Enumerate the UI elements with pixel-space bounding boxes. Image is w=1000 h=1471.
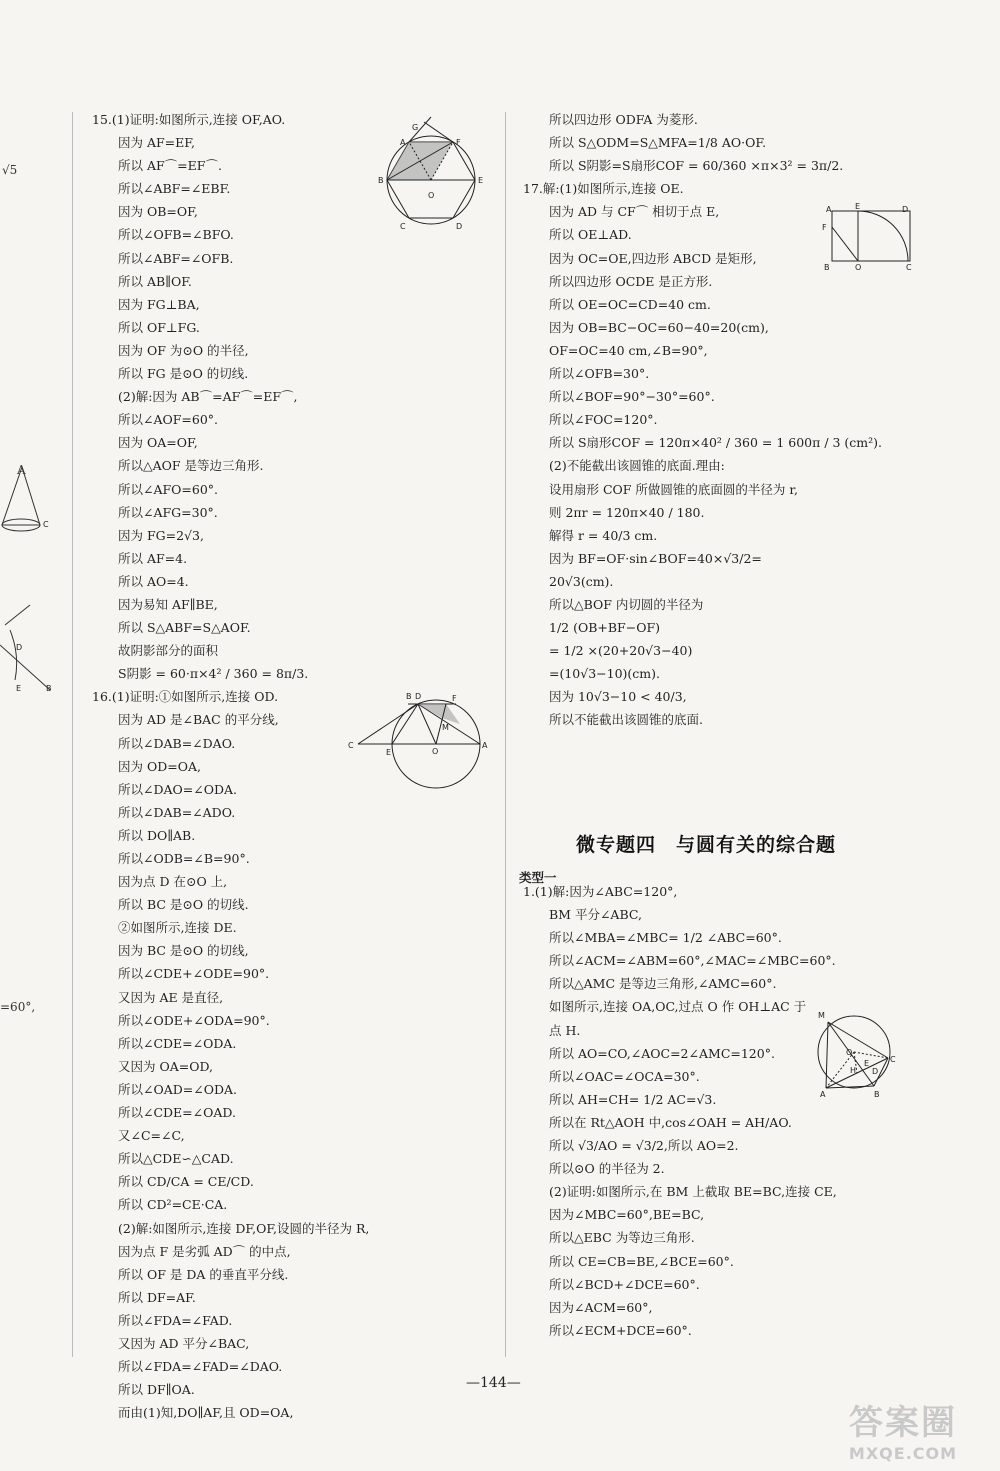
figure-label: F (456, 138, 461, 147)
edge-figure-cone (0, 455, 65, 695)
text-line: 所以∠ABF=∠OFB. (118, 250, 234, 266)
figure-label: D (456, 222, 463, 231)
text-line: 如图所示,连接 OA,OC,过点 O 作 OH⊥AC 于 (549, 999, 807, 1015)
text-line: 所以△EBC 为等边三角形. (549, 1230, 695, 1246)
text-line: (2)证明:如图所示,在 BM 上截取 BE=BC,连接 CE, (549, 1184, 837, 1200)
text-line: 所以⊙O 的半径为 2. (549, 1161, 665, 1177)
text-line: 所以∠FDA=∠FAD=∠DAO. (118, 1359, 283, 1375)
text-line: 故阴影部分的面积 (118, 643, 219, 659)
text-line: 所以∠FOC=120°. (549, 412, 658, 428)
text-line: 因为 OA=OF, (118, 435, 198, 451)
text-line: 解得 r = 40/3 cm. (549, 527, 658, 543)
figure-label: E (478, 176, 484, 185)
figure-label: O (432, 747, 439, 756)
text-line: 又∠C=∠C, (118, 1128, 185, 1144)
figure-15-circle-hexagon (376, 112, 486, 234)
edge-fragment: A (17, 463, 26, 477)
figure-label: M (442, 723, 449, 732)
column-divider-left (72, 112, 73, 1357)
right-column (523, 108, 923, 732)
text-line: 因为 AD 是∠BAC 的平分线, (118, 712, 279, 728)
text-line: 所以四边形 OCDE 是正方形. (549, 273, 713, 289)
text-line: 所以 CD/CA = CE/CD. (118, 1174, 254, 1190)
figure-label: C (906, 263, 912, 272)
edge-fragment: √5 (2, 163, 18, 177)
text-line: 因为∠MBC=60°,BE=BC, (549, 1207, 705, 1223)
text-line: 所以△BOF 内切圆的半径为 (549, 596, 704, 612)
figure-label: C (890, 1055, 896, 1064)
text-line: 因为 OD=OA, (118, 758, 201, 774)
text-line: (2)解:如图所示,连接 DF,OF,设圆的半径为 R, (118, 1220, 370, 1236)
text-line: = 1/2 ×(20+20√3−40) (549, 643, 693, 659)
figure-label: E (386, 748, 392, 757)
text-line: 所以 AB∥OF. (118, 273, 192, 289)
text-line: 所以 AF=4. (118, 550, 188, 566)
text-line: 所以 √3/AO = √3/2,所以 AO=2. (549, 1138, 739, 1154)
figure-label: O (855, 263, 862, 272)
text-line: 1.(1)解:因为∠ABC=120°, (523, 884, 678, 899)
text-line: BM 平分∠ABC, (549, 907, 642, 923)
text-line: 因为 AD 与 CF⌒ 相切于点 E, (549, 204, 720, 220)
text-line: 所以 S△ODM=S△MFA=1/8 AO·OF. (549, 135, 767, 151)
text-line: 因为 FG⊥BA, (118, 296, 200, 312)
text-line: 点 H. (549, 1022, 581, 1038)
figure-label: A (826, 205, 832, 214)
figure-label: F (822, 223, 827, 232)
text-line: 因为 OF 为⊙O 的半径, (118, 342, 249, 358)
watermark-text: 答案圈 (849, 1403, 957, 1443)
figure-label: F (452, 694, 457, 703)
svg-text:E: E (16, 684, 22, 693)
text-line: 所以 DF∥OA. (118, 1382, 195, 1398)
text-line: 所以不能截出该圆锥的底面. (549, 712, 703, 728)
watermark-logo (818, 1395, 988, 1465)
figure-label: O (846, 1048, 853, 1057)
text-line: 所以∠ACM=∠ABM=60°,∠MAC=∠MBC=60°. (549, 953, 836, 969)
type-label: 类型一 (519, 870, 557, 885)
text-line: 所以∠CDE=∠ODA. (118, 1035, 237, 1051)
text-line: 所以△AMC 是等边三角形,∠AMC=60°. (549, 976, 777, 992)
figure-label: D (872, 1067, 879, 1076)
text-line: 所以∠ODE+∠ODA=90°. (118, 1012, 270, 1028)
text-line: 所以∠OAC=∠OCA=30°. (549, 1068, 700, 1084)
figure-label: E (855, 202, 861, 211)
figure-label: B (824, 263, 830, 272)
text-line: 所以四边形 ODFA 为菱形. (549, 112, 698, 127)
text-line: 设用扇形 COF 所做圆锥的底面圆的半径为 r, (549, 481, 798, 497)
figure-label: C (348, 741, 354, 750)
figure-17-rectangle-arc (820, 203, 916, 273)
watermark-url: MXQE.COM (848, 1444, 958, 1463)
text-line: 则 2πr = 120π×40 / 180. (549, 504, 705, 520)
figure-label: M (818, 1011, 825, 1020)
text-line: 所以 DO∥AB. (118, 827, 196, 843)
text-line: 1/2 (OB+BF−OF) (549, 620, 661, 636)
text-line: 因为 10√3−10 < 40/3, (549, 689, 687, 705)
text-line: 所以 OE=OC=CD=40 cm. (549, 296, 711, 312)
text-line: 所以 OF 是 DA 的垂直平分线. (118, 1266, 289, 1282)
text-line: 20√3(cm). (549, 573, 614, 589)
text-line: 所以△AOF 是等边三角形. (118, 458, 264, 474)
text-line: 所以 AO=CO,∠AOC=2∠AMC=120°. (549, 1045, 775, 1061)
text-line: ②如图所示,连接 DE. (118, 920, 237, 936)
text-line: 所以∠AFG=30°. (118, 504, 218, 520)
text-line: 因为易知 AF∥BE, (118, 596, 218, 612)
text-line: 所以∠AFO=60°. (118, 481, 219, 497)
figure-label: D (902, 205, 909, 214)
text-line: 因为 FG=2√3, (118, 527, 204, 543)
figure-label: D (415, 692, 422, 701)
text-line: 因为点 D 在⊙O 上, (118, 874, 228, 890)
text-line: 所以 CD²=CE·CA. (118, 1197, 228, 1213)
text-line: 因为 OB=OF, (118, 204, 198, 220)
text-line: 所以 FG 是⊙O 的切线. (118, 366, 249, 382)
text-line: 因为 AF=EF, (118, 135, 195, 151)
text-line: 所以 OE⊥AD. (549, 227, 632, 243)
figure-label: O (428, 191, 435, 200)
text-line: 因为∠ACM=60°, (549, 1299, 653, 1315)
figure-label: A (482, 741, 488, 750)
text-line: 所以∠CDE+∠ODE=90°. (118, 966, 270, 982)
text-line: 所以 S扇形COF = 120π×40² / 360 = 1 600π / 3 (cm²). (549, 435, 883, 451)
text-line: 所以∠ABF=∠EBF. (118, 181, 231, 197)
text-line: (2)解:因为 AB⌒=AF⌒=EF⌒, (118, 389, 298, 405)
text-line: 所以∠ODB=∠B=90°. (118, 851, 250, 866)
text-line: 所以∠FDA=∠FAD. (118, 1312, 233, 1328)
section-title: 微专题四 与圆有关的综合题 (576, 834, 837, 856)
figure-16-circle-triangle (346, 688, 491, 796)
figure-label: B (406, 692, 412, 701)
text-line: 又因为 AE 是直径, (118, 989, 224, 1005)
text-line: 所以∠BCD+∠DCE=60°. (549, 1276, 700, 1292)
text-line: 所以∠DAB=∠DAO. (118, 735, 236, 751)
text-line: 所以∠BOF=90°−30°=60°. (549, 389, 715, 405)
text-line: 所以∠MBA=∠MBC= 1/2 ∠ABC=60°. (549, 930, 782, 946)
text-line: 所以 DF=AF. (118, 1289, 196, 1305)
text-line: 因为 OB=BC−OC=60−40=20(cm), (549, 319, 769, 335)
edge-fragment: =60°, (0, 1000, 36, 1014)
text-line: 所以在 Rt△AOH 中,cos∠OAH = AH/AO. (549, 1114, 792, 1130)
text-line: 所以∠OFB=30°. (549, 366, 650, 382)
figure-label: C (400, 222, 406, 231)
svg-text:B: B (46, 684, 52, 693)
text-line: 而由(1)知,DO∥AF,且 OD=OA, (118, 1405, 294, 1421)
text-line: 所以 AH=CH= 1/2 AC=√3. (549, 1091, 717, 1107)
text-line: 所以 OF⊥FG. (118, 319, 200, 335)
text-line: 所以∠DAB=∠ADO. (118, 804, 236, 820)
figure-label: B (378, 176, 384, 185)
text-line: 所以∠CDE=∠OAD. (118, 1105, 236, 1121)
text-line: 所以 AF⌒=EF⌒. (118, 158, 222, 174)
text-line: 所以∠OFB=∠BFO. (118, 227, 234, 243)
svg-text:C: C (43, 520, 49, 529)
text-line: 所以∠AOF=60°. (118, 412, 219, 428)
text-line: 所以 S△ABF=S△AOF. (118, 620, 251, 636)
figure-label: G (412, 123, 419, 132)
text-line: 因为 BF=OF·sin∠BOF=40×√3/2= (549, 550, 762, 566)
text-line: =(10√3−10)(cm). (549, 666, 661, 682)
text-line: OF=OC=40 cm,∠B=90°, (549, 342, 708, 358)
figure-label: H (850, 1066, 857, 1075)
text-line: 15.(1)证明:如图所示,连接 OF,AO. (92, 112, 286, 127)
text-line: (2)不能截出该圆锥的底面.理由: (549, 458, 725, 474)
figure-label: E (864, 1059, 870, 1068)
text-line: 又因为 OA=OD, (118, 1058, 214, 1074)
text-line: 16.(1)证明:①如图所示,连接 OD. (92, 689, 279, 705)
text-line: 所以 CE=CB=BE,∠BCE=60°. (549, 1253, 734, 1269)
text-line: 因为 OC=OE,四边形 ABCD 是矩形, (549, 250, 757, 266)
text-line: 17.解:(1)如图所示,连接 OE. (523, 181, 684, 197)
figure-label: A (400, 138, 406, 147)
text-line: S阴影 = 60·π×4² / 360 = 8π/3. (118, 666, 309, 682)
text-line: 所以∠ECM+DCE=60°. (549, 1322, 692, 1338)
right-column-lower (523, 880, 923, 1342)
text-line: 又因为 AD 平分∠BAC, (118, 1335, 250, 1351)
svg-text:D: D (16, 643, 23, 652)
text-line: 所以∠OAD=∠ODA. (118, 1081, 237, 1097)
text-line: 所以∠DAO=∠ODA. (118, 781, 237, 797)
column-divider-middle (505, 112, 506, 1357)
figure-1-circle-triangle (810, 1000, 896, 1100)
figure-label: A (820, 1090, 826, 1099)
page-number: —144— (466, 1375, 521, 1391)
text-line: 所以 BC 是⊙O 的切线. (118, 897, 249, 913)
text-line: 所以△CDE∽△CAD. (118, 1151, 234, 1167)
text-line: 因为 BC 是⊙O 的切线, (118, 943, 249, 959)
text-line: 所以 S阴影=S扇形COF = 60/360 ×π×3² = 3π/2. (549, 158, 844, 174)
figure-label: B (874, 1090, 880, 1099)
text-line: 所以 AO=4. (118, 573, 189, 589)
text-line: 因为点 F 是劣弧 AD⌒ 的中点, (118, 1243, 291, 1259)
